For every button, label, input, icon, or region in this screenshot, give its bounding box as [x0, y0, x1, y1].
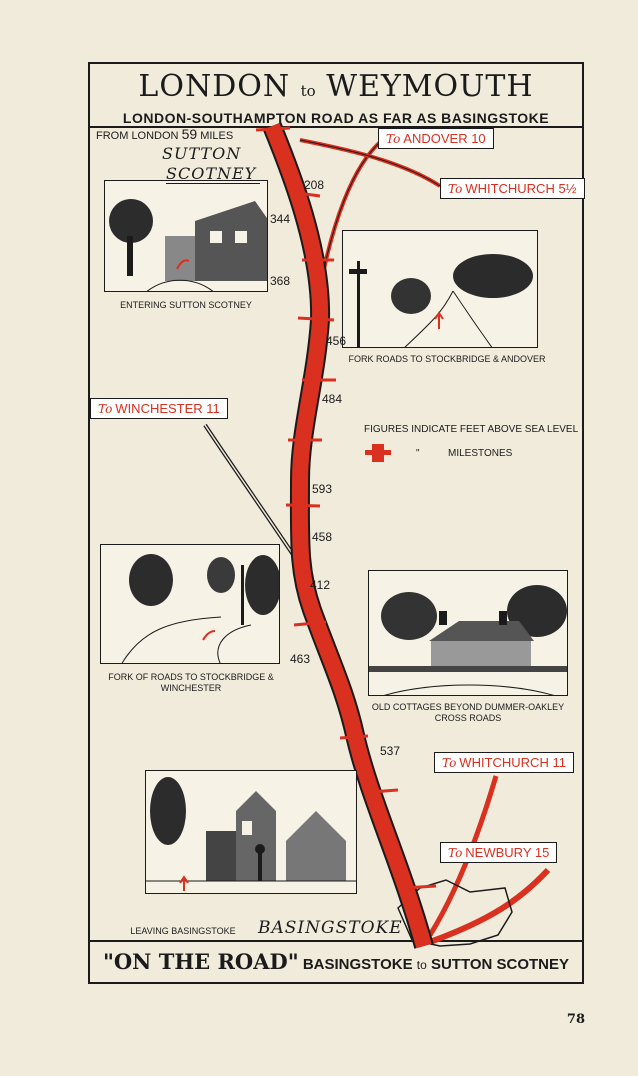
caption-fork-winchester: FORK OF ROADS TO STOCKBRIDGE & WINCHESTER [108, 672, 274, 693]
route-subtitle: LONDON-SOUTHAMPTON ROAD AS FAR AS BASINGSTOKE [122, 110, 550, 126]
legend-figures: FIGURES INDICATE FEET ABOVE SEA LEVEL [364, 424, 579, 435]
sign-whitchurch-top: To WHITCHURCH 5½ [440, 178, 585, 199]
illustration-leaving-basingstoke [145, 770, 357, 894]
route-title: LONDON to WEYMOUTH [138, 69, 534, 104]
elevation-label: 463 [290, 652, 311, 666]
legend-ditto: " [416, 448, 420, 459]
caption-old-cottages: OLD COTTAGES BEYOND DUMMER-OAKLEY CROSS ROADS [371, 702, 565, 723]
elevation-label: 368 [270, 274, 291, 288]
elevation-label: 537 [380, 744, 401, 758]
sign-whitchurch-bottom: To WHITCHURCH 11 [434, 752, 574, 773]
page-number: 78 [566, 1012, 585, 1027]
illustration-fork-andover [342, 230, 538, 348]
series-title: "ON THE ROAD" [102, 949, 299, 974]
elevation-label: 593 [312, 482, 333, 496]
elevation-label: 412 [310, 578, 331, 592]
place-sutton-line1: SUTTON [162, 144, 242, 163]
elevation-label: 344 [270, 212, 291, 226]
place-sutton-line2: SCOTNEY [166, 164, 260, 184]
footer-dest: SUTTON SCOTNEY [430, 956, 570, 973]
sign-newbury: To NEWBURY 15 [440, 842, 557, 863]
distance-from-london: FROM LONDON 59 MILES [96, 126, 234, 142]
illustration-entering-sutton-scotney [104, 180, 268, 292]
sign-winchester: To WINCHESTER 11 [90, 398, 228, 419]
place-basingstoke: BASINGSTOKE [258, 918, 403, 938]
elevation-label: 456 [326, 334, 347, 348]
sign-andover: To ANDOVER 10 [378, 128, 494, 149]
elevation-label: 484 [322, 392, 343, 406]
elevation-label: 458 [312, 530, 333, 544]
footer-from: BASINGSTOKE [302, 956, 413, 973]
caption-fork-andover: FORK ROADS TO STOCKBRIDGE & ANDOVER [348, 354, 546, 364]
caption-leaving: LEAVING BASINGSTOKE [130, 926, 236, 936]
illustration-old-cottages [368, 570, 568, 696]
legend-milestones: MILESTONES [448, 448, 513, 459]
illustration-fork-winchester [100, 544, 280, 664]
elevation-label: 208 [304, 178, 325, 192]
caption-entering: ENTERING SUTTON SCOTNEY [120, 300, 252, 310]
map-footer: "ON THE ROAD" BASINGSTOKE to SUTTON SCOTNEY [90, 940, 582, 982]
